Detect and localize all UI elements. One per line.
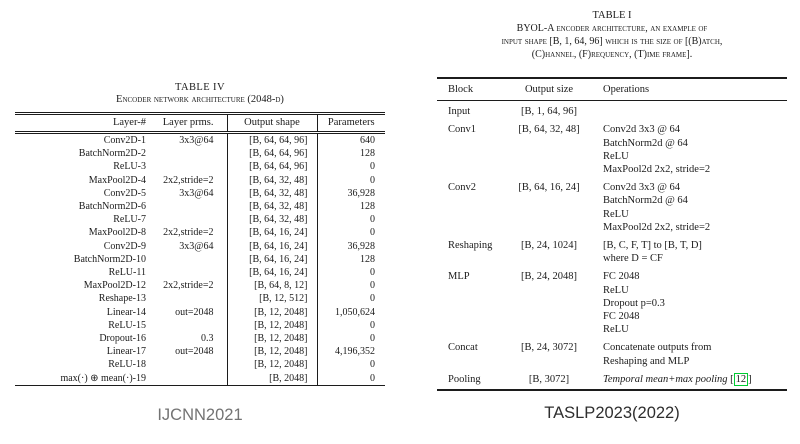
block-name-cell: MLP	[448, 271, 470, 283]
output-size-cell: [B, 24, 2048]	[521, 271, 577, 283]
operations-cell	[593, 177, 787, 235]
layer-prms-cell	[148, 319, 227, 332]
layer-name-cell: Conv2D-1	[103, 135, 146, 146]
operation-line: where D = CF	[603, 253, 663, 265]
output-shape-cell: [B, 64, 32, 48]	[227, 213, 317, 226]
table-row	[15, 372, 385, 386]
table-row	[15, 200, 385, 213]
output-size-cell: [B, 64, 16, 24]	[518, 182, 580, 194]
parameters-cell: 0	[317, 213, 385, 226]
layer-name-cell: max(·) ⊕ mean(·)-19	[15, 372, 148, 386]
left-table-panel	[15, 82, 385, 386]
parameters-cell: 36,928	[317, 187, 385, 200]
layer-prms-cell	[148, 200, 227, 213]
source-caption-taslp: TASLP2023(2022)	[544, 404, 680, 422]
table-row	[15, 187, 385, 200]
output-shape-cell: [B, 64, 16, 24]	[227, 226, 317, 239]
parameters-cell: 0	[317, 358, 385, 371]
table-row	[15, 345, 385, 358]
output-shape-cell: [B, 12, 2048]	[227, 319, 317, 332]
left-table-body	[15, 133, 385, 386]
layer-prms-cell: 2x2,stride=2	[163, 280, 214, 292]
operation-line: ReLU	[603, 324, 629, 336]
operation-line	[603, 373, 787, 386]
parameters-cell: 0	[317, 292, 385, 305]
parameters-cell: 1,050,624	[317, 306, 385, 319]
italic-operation-text: Temporal mean+max pooling	[603, 373, 731, 385]
operation-line: ReLU	[603, 208, 629, 220]
output-shape-cell: [B, 64, 64, 96]	[227, 133, 317, 148]
operation-line: [B, C, F, T] to [B, T, D]	[603, 240, 702, 252]
output-size-cell: [B, 24, 3072]	[521, 342, 577, 354]
parameters-cell: 0	[317, 266, 385, 279]
table-row	[15, 147, 385, 160]
operation-line: BatchNorm2d @ 64	[603, 195, 688, 207]
layer-name-cell: BatchNorm2D-6	[78, 201, 146, 213]
layer-name-cell: Linear-17	[106, 346, 146, 358]
parameters-cell: 640	[317, 133, 385, 148]
output-shape-cell: [B, 12, 2048]	[227, 345, 317, 358]
layer-name-cell: ReLU-7	[113, 214, 146, 226]
output-shape-cell: [B, 64, 16, 24]	[227, 253, 317, 266]
left-table-label: TABLE IV	[175, 82, 225, 93]
output-shape-cell: [B, 64, 64, 96]	[227, 160, 317, 173]
caption-line: (C)hannel, (F)requency, (T)ime frame].	[531, 49, 693, 60]
operation-line: Conv2d 3x3 @ 64	[603, 124, 681, 136]
right-table-label: TABLE I	[592, 10, 632, 21]
block-row	[437, 101, 787, 120]
operations-cell	[593, 369, 787, 390]
layer-name-cell: BatchNorm2D-10	[73, 253, 146, 265]
right-table-panel	[437, 10, 787, 391]
left-table-caption: Encoder network architecture (2048-d)	[116, 94, 284, 105]
layer-name-cell: MaxPool2D-8	[88, 227, 146, 239]
layer-name-cell: ReLU-15	[108, 319, 146, 331]
caption-line: BYOL-A encoder architecture, an example of	[516, 23, 708, 34]
block-name-cell: Concat	[448, 342, 478, 354]
output-shape-cell: [B, 12, 2048]	[227, 358, 317, 371]
layer-name-cell: Linear-14	[106, 306, 146, 318]
layer-name-cell: ReLU-3	[113, 161, 146, 173]
operations-cell	[593, 101, 787, 120]
block-row	[437, 266, 787, 337]
layer-prms-cell: 2x2,stride=2	[163, 174, 214, 186]
column-header-output-shape: Output shape	[227, 114, 317, 133]
operation-line: Conv2d 3x3 @ 64	[603, 182, 681, 194]
operation-line: ReLU	[603, 284, 629, 296]
operation-line: FC 2048	[603, 271, 640, 283]
operation-line: MaxPool2d 2x2, stride=2	[603, 221, 711, 233]
parameters-cell: 0	[317, 372, 385, 386]
table-row	[15, 213, 385, 226]
table-row	[15, 160, 385, 173]
layer-name-cell: Conv2D-5	[103, 187, 146, 199]
layer-prms-cell: 2x2,stride=2	[163, 227, 214, 239]
operations-cell	[593, 235, 787, 266]
output-shape-cell: [B, 64, 64, 96]	[227, 147, 317, 160]
block-row	[437, 369, 787, 390]
output-shape-cell: [B, 64, 16, 24]	[227, 240, 317, 253]
output-shape-cell: [B, 64, 32, 48]	[227, 200, 317, 213]
layer-prms-cell	[148, 213, 227, 226]
operation-line: Dropout p=0.3	[603, 297, 665, 309]
parameters-cell: 128	[317, 200, 385, 213]
operations-cell	[593, 266, 787, 337]
byol-a-encoder-architecture-table	[437, 77, 787, 391]
layer-prms-cell: 3x3@64	[179, 187, 214, 199]
table-row	[15, 266, 385, 279]
layer-prms-cell: 3x3@64	[179, 135, 214, 146]
operations-cell	[593, 119, 787, 177]
parameters-cell: 128	[317, 253, 385, 266]
output-shape-cell: [B, 64, 32, 48]	[227, 187, 317, 200]
table-row	[15, 174, 385, 187]
layer-prms-cell: out=2048	[175, 306, 214, 318]
layer-name-cell: Conv2D-9	[103, 240, 146, 252]
caption-line: input shape [B, 1, 64, 96] which is the size of [(B)atch,	[501, 36, 723, 47]
layer-prms-cell	[148, 160, 227, 173]
table-row	[15, 319, 385, 332]
column-header-layer: Layer-#	[15, 114, 148, 133]
output-size-cell: [B, 64, 32, 48]	[518, 124, 580, 136]
operation-line: ReLU	[603, 150, 629, 162]
output-shape-cell: [B, 64, 32, 48]	[227, 174, 317, 187]
output-shape-cell: [B, 12, 2048]	[227, 306, 317, 319]
operation-line: FC 2048	[603, 311, 640, 323]
block-row	[437, 119, 787, 177]
parameters-cell: 0	[317, 332, 385, 345]
source-caption-ijcnn: IJCNN2021	[157, 406, 243, 424]
parameters-cell: 36,928	[317, 240, 385, 253]
layer-name-cell: ReLU-18	[108, 359, 146, 371]
parameters-cell: 0	[317, 174, 385, 187]
parameters-cell: 0	[317, 160, 385, 173]
layer-prms-cell	[148, 147, 227, 160]
table-row	[15, 358, 385, 371]
block-name-cell: Reshaping	[448, 240, 493, 252]
block-name-cell: Pooling	[437, 369, 505, 390]
table-row	[15, 306, 385, 319]
table-row	[15, 226, 385, 239]
layer-prms-cell	[148, 266, 227, 279]
block-row	[437, 337, 787, 368]
operation-line: MaxPool2d 2x2, stride=2	[603, 164, 711, 176]
block-row	[437, 177, 787, 235]
block-name-cell: Conv2	[448, 182, 477, 194]
layer-prms-cell: 3x3@64	[179, 240, 214, 252]
table-header-row	[437, 78, 787, 101]
right-table-caption	[437, 22, 787, 61]
layer-name-cell: Reshape-13	[98, 293, 146, 305]
layer-prms-cell: 0.3	[201, 333, 214, 345]
output-shape-cell: [B, 12, 2048]	[227, 332, 317, 345]
citation-bracket: [	[730, 373, 734, 385]
column-header-output-size: Output size	[505, 78, 593, 101]
table-header-row	[15, 114, 385, 133]
output-shape-cell: [B, 12, 512]	[227, 292, 317, 305]
parameters-cell: 0	[317, 319, 385, 332]
parameters-cell: 0	[317, 279, 385, 292]
output-size-cell: [B, 1, 64, 96]	[521, 106, 577, 118]
layer-name-cell: Dropout-16	[99, 333, 146, 345]
column-header-operations: Operations	[593, 78, 787, 101]
output-shape-cell: [B, 2048]	[227, 372, 317, 386]
column-header-block: Block	[437, 78, 505, 101]
table-row	[15, 279, 385, 292]
parameters-cell: 0	[317, 226, 385, 239]
encoder-network-architecture-table	[15, 112, 385, 386]
parameters-cell: 4,196,352	[317, 345, 385, 358]
layer-prms-cell: out=2048	[175, 346, 214, 358]
layer-name-cell: MaxPool2D-12	[83, 280, 146, 292]
operations-cell	[593, 337, 787, 368]
operation-line: Reshaping and MLP	[603, 355, 690, 367]
table-row	[15, 133, 385, 148]
column-header-parameters: Parameters	[317, 114, 385, 133]
layer-prms-cell	[148, 372, 227, 386]
right-table-body	[437, 101, 787, 390]
output-size-cell: [B, 24, 1024]	[521, 240, 577, 252]
layer-name-cell: BatchNorm2D-2	[78, 148, 146, 160]
output-shape-cell: [B, 64, 8, 12]	[227, 279, 317, 292]
column-header-layer-prms: Layer prms.	[148, 114, 227, 133]
table-row	[15, 292, 385, 305]
operation-line: BatchNorm2d @ 64	[603, 137, 688, 149]
layer-name-cell: ReLU-11	[108, 267, 146, 279]
table-row	[15, 253, 385, 266]
parameters-cell: 128	[317, 147, 385, 160]
block-row	[437, 235, 787, 266]
output-shape-cell: [B, 64, 16, 24]	[227, 266, 317, 279]
layer-prms-cell	[148, 358, 227, 371]
table-row	[15, 240, 385, 253]
block-name-cell: Conv1	[448, 124, 477, 136]
citation-bracket: ]	[748, 373, 752, 385]
layer-prms-cell	[148, 292, 227, 305]
layer-name-cell: MaxPool2D-4	[88, 174, 146, 186]
block-name-cell: Input	[448, 106, 471, 118]
layer-prms-cell	[148, 253, 227, 266]
output-size-cell: [B, 3072]	[505, 369, 593, 390]
table-row	[15, 332, 385, 345]
citation-link[interactable]: 12	[735, 373, 747, 385]
operation-line: Concatenate outputs from	[603, 342, 712, 354]
